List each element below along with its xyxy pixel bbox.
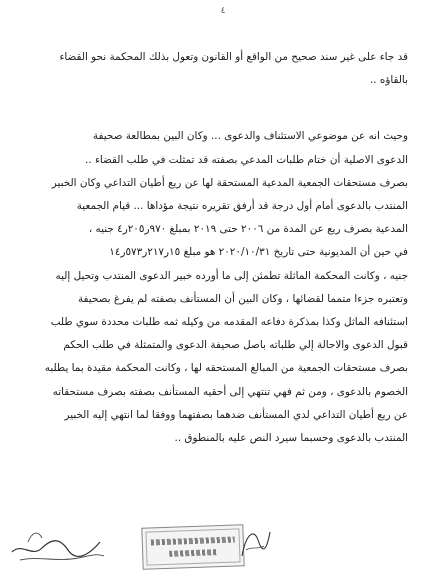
stamp-line <box>169 549 217 557</box>
text-line: قد جاء على غير سند صحيح من الواقع أو القانون وتعول بذلك المحكمة نحو القضاء <box>59 51 408 63</box>
text-line: وتعتبره جزءا متمما لقضائها ، وكان البين أن المستأنف بصفته لم يفرغ بصحيفة <box>77 292 408 305</box>
text-line: المنتدب بالدعوى أمام أول درجة قد أرفق تقريره نتيجة مؤداها ... قيام الجمعية <box>76 200 408 213</box>
initials-signature <box>236 520 276 564</box>
text-line: بصرف مستحقات الجمعية من المبالغ المستحقه لها ، وكانت المحكمة مقيدة بما يطلبه <box>44 362 408 375</box>
text-line: في حين أن المديونية حتى تاريخ ٢٠٢٠/١٠/٣١ هو مبلغ ١٥ر٢١٧ر٥٧٣ر١٤ <box>109 246 408 259</box>
text-line: عن ريع أطيان التداعي لدي المستأنف ضدهما بصفتهما ووفقا لما انتهي إليه الخبير <box>64 408 408 421</box>
text-line: الخصوم بالدعوى ، ومن ثم فهي تنتهي إلى أحقيه المستأنف بصفته بصرف مستحقاته <box>52 385 408 398</box>
text-line: المنتدب بالدعوى وحسبما سيرد النص عليه بالمنطوق .. <box>174 432 408 445</box>
paragraph-1 <box>38 46 408 92</box>
text-line: جنيه ، وكانت المحكمة الماثلة تطمئن إلى ما أورده خبير الدعوى المنتدب وتحيل إليه <box>55 269 408 282</box>
stamp-text-area <box>151 535 236 561</box>
text-line: بالقاؤه .. <box>369 74 408 87</box>
spacer <box>38 36 408 46</box>
text-line: قبول الدعوى والاحالة إلي طلباته باصل صحيفة الدعوى والمتمثلة في طلب الحكم <box>63 339 408 352</box>
text-line: استئنافه الماثل وكذا بمذكرة دفاعه المقدمه من وكيله ثمه طلبات محددة سوي طلب <box>50 316 408 329</box>
text-line: وحيث انه عن موضوعي الاستئناف والدعوى ... وكان البين بمطالعة صحيفة <box>92 130 408 143</box>
handwritten-signature <box>8 512 108 572</box>
paragraph-spacer <box>38 92 408 125</box>
paragraph-2 <box>38 125 408 450</box>
document-body <box>38 36 408 450</box>
court-stamp <box>141 524 244 570</box>
page-number: ٤ <box>220 6 226 16</box>
text-line: المدعية بصرف ريع عن المدة من ٢٠٠٦ حتى ٢٠١٩ بمبلغ ٩٧٠ر٢٠٥ر٤ جنيه ، <box>88 223 408 236</box>
stamp-line <box>151 537 235 546</box>
text-line: بصرف مستحقات الجمعية المدعية المستحقة لها عن ريع أطيان التداعي وكان الخبير <box>51 176 408 189</box>
text-line: الدعوى الاصلية أن ختام طلبات المدعي بصفته قد تمثلت في طلب القضاء .. <box>85 153 408 166</box>
